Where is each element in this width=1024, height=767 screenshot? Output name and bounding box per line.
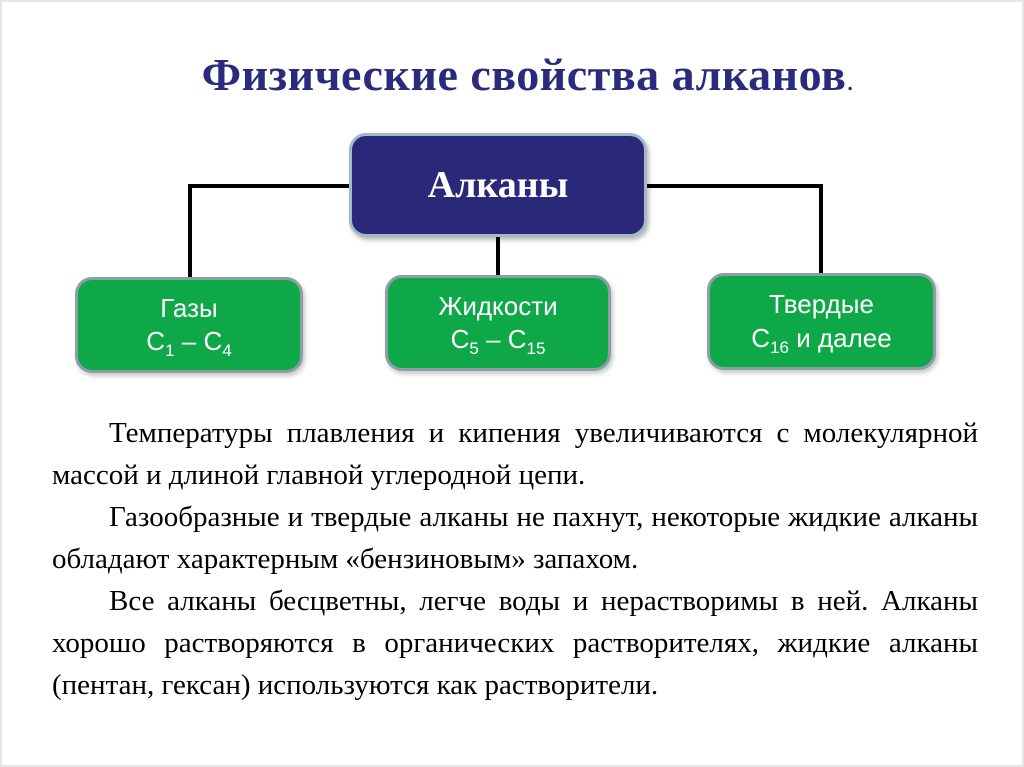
connector-middle-vertical [496, 235, 500, 277]
slide-title-text: Физические свойства алканов [201, 49, 847, 100]
diagram-box-gases [75, 277, 303, 373]
slide-title [2, 48, 1022, 101]
slide-title-period: . [846, 64, 855, 97]
root-box-label: Алканы [427, 164, 569, 206]
paragraph-odor: Газообразные и твердые алканы не пахнут, некоторые жидкие алканы обладают характерным «бензиновым» запахом. [52, 501, 978, 576]
connector-left-horizontal [188, 184, 351, 188]
diagram-box-liquids [385, 275, 611, 371]
paragraph-melting-boiling: Температуры плавления и кипения увеличиваются с молекулярной массой и длиной главной углеродной цепи. [52, 417, 978, 492]
liquids-formula: $C_5 - C_{15}$ [450, 324, 546, 359]
paragraph-solubility: Все алканы бесцветны, легче воды и нерастворимы в ней. Алканы хорошо растворяются в органических растворителях, жидкие алканы (пентан, гексан) используются как растворители. [52, 585, 978, 702]
connector-right-vertical [819, 184, 823, 275]
liquids-state-label: Жидкости [438, 290, 558, 321]
gases-state-label: Газы [160, 292, 218, 323]
gases-formula: $C_1 - C_4$ [146, 326, 232, 361]
connector-right-horizontal [645, 184, 823, 188]
body-text [52, 412, 978, 706]
solids-state-label: Твердые [769, 289, 874, 320]
diagram-box-solids [707, 273, 936, 370]
connector-left-vertical [188, 184, 192, 279]
solids-formula: $C_{16}$ и далее [751, 322, 892, 357]
diagram-root-box-alkanes [349, 133, 647, 237]
